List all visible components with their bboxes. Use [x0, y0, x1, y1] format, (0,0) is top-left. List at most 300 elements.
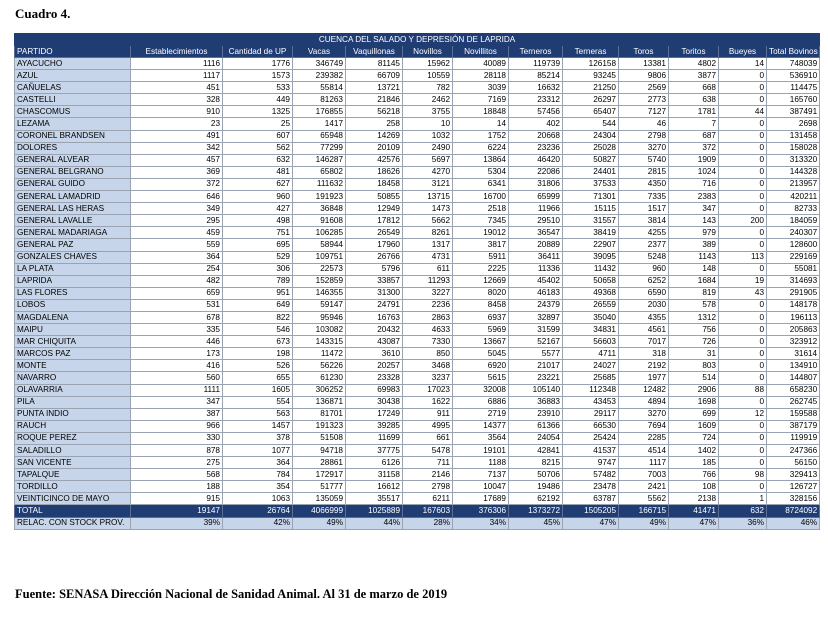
table-cell: 646: [131, 191, 223, 203]
table-cell: 143315: [293, 336, 346, 348]
table-cell: 726: [669, 336, 719, 348]
table-cell: 131458: [767, 130, 820, 142]
table-cell: 185: [669, 457, 719, 469]
table-cell: 36547: [509, 227, 563, 239]
table-cell: 14377: [453, 420, 509, 432]
row-label: TOTAL: [15, 505, 131, 517]
table-cell: 105140: [509, 384, 563, 396]
table-cell: 711: [403, 457, 453, 469]
table-cell: 36411: [509, 251, 563, 263]
table-cell: 103082: [293, 324, 346, 336]
table-cell: 354: [223, 481, 293, 493]
column-header: Vaquillonas: [346, 46, 403, 58]
table-cell: 12669: [453, 275, 509, 287]
table-cell: 25424: [563, 432, 619, 444]
row-label: AYACUCHO: [15, 58, 131, 70]
table-cell: 66709: [346, 70, 403, 82]
table-cell: 262745: [767, 396, 820, 408]
table-cell: 349: [131, 203, 223, 215]
table-cell: 31300: [346, 287, 403, 299]
row-label: CORONEL BRANDSEN: [15, 130, 131, 142]
table-cell: 24791: [346, 299, 403, 311]
table-cell: 8724092: [767, 505, 820, 517]
table-cell: 673: [223, 336, 293, 348]
table-cell: 7330: [403, 336, 453, 348]
table-cell: 152859: [293, 275, 346, 287]
table-cell: 42%: [223, 517, 293, 529]
row-label: DOLORES: [15, 142, 131, 154]
table-cell: 4514: [619, 445, 669, 457]
table-cell: 247366: [767, 445, 820, 457]
table-cell: 9747: [563, 457, 619, 469]
table-cell: 239382: [293, 70, 346, 82]
table-cell: 88: [719, 384, 767, 396]
table-cell: 19486: [509, 481, 563, 493]
table-cell: 12: [719, 408, 767, 420]
table-cell: 3227: [403, 287, 453, 299]
table-cell: 136871: [293, 396, 346, 408]
table-cell: 31599: [509, 324, 563, 336]
table-cell: 35517: [346, 493, 403, 505]
row-label: GENERAL MADARIAGA: [15, 227, 131, 239]
table-cell: 95946: [293, 311, 346, 323]
table-cell: 29117: [563, 408, 619, 420]
table-cell: 143: [669, 215, 719, 227]
table-row: [15, 130, 820, 142]
table-cell: 63787: [563, 493, 619, 505]
table-cell: 0: [719, 94, 767, 106]
table-cell: 114475: [767, 82, 820, 94]
table-cell: 687: [669, 130, 719, 142]
table-row: [15, 251, 820, 263]
table-cell: 1752: [453, 130, 509, 142]
table-cell: 766: [669, 469, 719, 481]
table-cell: 62192: [509, 493, 563, 505]
table-cell: 960: [619, 263, 669, 275]
table-cell: 1111: [131, 384, 223, 396]
table-cell: 200: [719, 215, 767, 227]
table-cell: 15962: [403, 58, 453, 70]
table-cell: 1909: [669, 154, 719, 166]
table-cell: 951: [223, 287, 293, 299]
table-cell: 7345: [453, 215, 509, 227]
table-row: [15, 275, 820, 287]
table-cell: 2192: [619, 360, 669, 372]
table-cell: 14: [719, 58, 767, 70]
table-cell: 17960: [346, 239, 403, 251]
table-cell: 0: [719, 336, 767, 348]
table-cell: 716: [669, 178, 719, 190]
table-cell: 23910: [509, 408, 563, 420]
table-cell: 611: [403, 263, 453, 275]
table-cell: 144807: [767, 372, 820, 384]
table-cell: 0: [719, 299, 767, 311]
table-cell: 4066999: [293, 505, 346, 517]
row-label: GENERAL BELGRANO: [15, 166, 131, 178]
table-cell: 19012: [453, 227, 509, 239]
table-cell: 46183: [509, 287, 563, 299]
table-cell: 803: [669, 360, 719, 372]
column-header: PARTIDO: [15, 46, 131, 58]
table-cell: 93245: [563, 70, 619, 82]
table-cell: 2462: [403, 94, 453, 106]
table-cell: 11699: [346, 432, 403, 444]
table-cell: 17689: [453, 493, 509, 505]
table-cell: 3121: [403, 178, 453, 190]
table-cell: 39%: [131, 517, 223, 529]
column-header: Terneros: [509, 46, 563, 58]
table-cell: 52167: [509, 336, 563, 348]
table-cell: 389: [669, 239, 719, 251]
table-cell: 4802: [669, 58, 719, 70]
table-cell: 2798: [403, 481, 453, 493]
row-label: GENERAL LAMADRID: [15, 191, 131, 203]
table-cell: 6252: [619, 275, 669, 287]
table-row: [15, 239, 820, 251]
table-cell: 20257: [346, 360, 403, 372]
table-cell: 28861: [293, 457, 346, 469]
table-cell: 21250: [563, 82, 619, 94]
table-cell: 1517: [619, 203, 669, 215]
table-cell: 188: [131, 481, 223, 493]
table-cell: 0: [719, 239, 767, 251]
table-cell: 184059: [767, 215, 820, 227]
table-cell: 491: [131, 130, 223, 142]
table-cell: 1457: [223, 420, 293, 432]
table-cell: 1622: [403, 396, 453, 408]
table-cell: 819: [669, 287, 719, 299]
table-cell: 44: [719, 106, 767, 118]
table-cell: 57456: [509, 106, 563, 118]
table-cell: 34831: [563, 324, 619, 336]
table-cell: 30438: [346, 396, 403, 408]
table-cell: 148: [669, 263, 719, 275]
table-cell: 1781: [669, 106, 719, 118]
table-cell: 7003: [619, 469, 669, 481]
table-cell: 85214: [509, 70, 563, 82]
table-cell: 24027: [563, 360, 619, 372]
table-cell: 31158: [346, 469, 403, 481]
table-cell: 661: [403, 432, 453, 444]
table-cell: 9806: [619, 70, 669, 82]
table-row: [15, 360, 820, 372]
table-cell: 19: [719, 275, 767, 287]
table-cell: 2798: [619, 130, 669, 142]
table-cell: 172917: [293, 469, 346, 481]
table-cell: 8215: [509, 457, 563, 469]
table-cell: 1609: [669, 420, 719, 432]
table-cell: 11293: [403, 275, 453, 287]
table-cell: 482: [131, 275, 223, 287]
table-cell: 1698: [669, 396, 719, 408]
table-cell: 724: [669, 432, 719, 444]
table-cell: 158028: [767, 142, 820, 154]
table-row: [15, 469, 820, 481]
table-cell: 3817: [453, 239, 509, 251]
table-cell: 5969: [453, 324, 509, 336]
table-cell: 11472: [293, 348, 346, 360]
table-cell: 2490: [403, 142, 453, 154]
table-cell: 2773: [619, 94, 669, 106]
table-row: [15, 227, 820, 239]
column-header: Novillos: [403, 46, 453, 58]
table-cell: 21017: [509, 360, 563, 372]
table-cell: 13864: [453, 154, 509, 166]
table-cell: 16632: [509, 82, 563, 94]
table-cell: 330: [131, 432, 223, 444]
row-label: GONZALES CHAVES: [15, 251, 131, 263]
table-cell: 18848: [453, 106, 509, 118]
table-cell: 0: [719, 154, 767, 166]
table-cell: 213957: [767, 178, 820, 190]
table-cell: 50855: [346, 191, 403, 203]
table-cell: 1024: [669, 166, 719, 178]
table-cell: 632: [719, 505, 767, 517]
table-cell: 6211: [403, 493, 453, 505]
table-cell: 26559: [563, 299, 619, 311]
table-cell: 17249: [346, 408, 403, 420]
bovine-stock-table: [14, 33, 820, 530]
table-cell: 514: [669, 372, 719, 384]
table-cell: 7335: [619, 191, 669, 203]
table-cell: 915: [131, 493, 223, 505]
row-label: TORDILLO: [15, 481, 131, 493]
table-cell: 51777: [293, 481, 346, 493]
total-row: [15, 505, 820, 517]
table-cell: 4894: [619, 396, 669, 408]
table-cell: 13667: [453, 336, 509, 348]
table-cell: 4731: [403, 251, 453, 263]
table-cell: 0: [719, 166, 767, 178]
table-cell: 2377: [619, 239, 669, 251]
table-cell: 49%: [619, 517, 669, 529]
table-cell: 402: [509, 118, 563, 130]
table-cell: 2569: [619, 82, 669, 94]
table-cell: 106285: [293, 227, 346, 239]
table-cell: 22573: [293, 263, 346, 275]
table-cell: 7017: [619, 336, 669, 348]
table-cell: 36883: [509, 396, 563, 408]
table-cell: 119919: [767, 432, 820, 444]
table-cell: 166715: [619, 505, 669, 517]
table-row: [15, 154, 820, 166]
table-cell: 306: [223, 263, 293, 275]
row-label: PILA: [15, 396, 131, 408]
table-cell: 10559: [403, 70, 453, 82]
table-cell: 56226: [293, 360, 346, 372]
table-cell: 0: [719, 324, 767, 336]
table-cell: 751: [223, 227, 293, 239]
table-cell: 135059: [293, 493, 346, 505]
table-cell: 29510: [509, 215, 563, 227]
table-cell: 5911: [453, 251, 509, 263]
table-cell: 387491: [767, 106, 820, 118]
source-note: Fuente: SENASA Dirección Nacional de Sanidad Animal. Al 31 de marzo de 2019: [15, 587, 448, 601]
table-cell: 111632: [293, 178, 346, 190]
table-cell: 678: [131, 311, 223, 323]
table-cell: 56150: [767, 457, 820, 469]
table-cell: 3564: [453, 432, 509, 444]
table-cell: 23312: [509, 94, 563, 106]
table-cell: 55081: [767, 263, 820, 275]
table-cell: 1117: [131, 70, 223, 82]
table-cell: 20668: [509, 130, 563, 142]
table-cell: 109751: [293, 251, 346, 263]
table-cell: 32008: [453, 384, 509, 396]
table-cell: 638: [669, 94, 719, 106]
table-cell: 69983: [346, 384, 403, 396]
table-cell: 21846: [346, 94, 403, 106]
table-cell: 1188: [453, 457, 509, 469]
row-label: CASTELLI: [15, 94, 131, 106]
row-label: PUNTA INDIO: [15, 408, 131, 420]
table-row: [15, 384, 820, 396]
table-cell: 0: [719, 481, 767, 493]
table-cell: 3610: [346, 348, 403, 360]
table-row: [15, 311, 820, 323]
table-cell: 49368: [563, 287, 619, 299]
table-cell: 387179: [767, 420, 820, 432]
table-cell: 2236: [403, 299, 453, 311]
table-cell: 229169: [767, 251, 820, 263]
table-cell: 2518: [453, 203, 509, 215]
table-cell: 23221: [509, 372, 563, 384]
table-cell: 695: [223, 239, 293, 251]
table-cell: 112348: [563, 384, 619, 396]
table-cell: 748039: [767, 58, 820, 70]
table-cell: 39095: [563, 251, 619, 263]
column-header-row: [15, 46, 820, 58]
table-cell: 5577: [509, 348, 563, 360]
table-cell: 878: [131, 445, 223, 457]
table-cell: 659: [131, 287, 223, 299]
table-cell: 0: [719, 178, 767, 190]
table-row: [15, 70, 820, 82]
table-cell: 782: [403, 82, 453, 94]
table-cell: 44%: [346, 517, 403, 529]
table-cell: 12482: [619, 384, 669, 396]
row-label: GENERAL LAS HERAS: [15, 203, 131, 215]
table-cell: 18626: [346, 166, 403, 178]
table-super-header: CUENCA DEL SALADO Y DEPRESIÓN DE LAPRIDA: [15, 34, 820, 46]
table-cell: 275: [131, 457, 223, 469]
row-label: LOBOS: [15, 299, 131, 311]
table-cell: 34%: [453, 517, 509, 529]
table-cell: 427: [223, 203, 293, 215]
table-cell: 51508: [293, 432, 346, 444]
table-cell: 82733: [767, 203, 820, 215]
table-cell: 3237: [403, 372, 453, 384]
table-cell: 1605: [223, 384, 293, 396]
table-cell: 446: [131, 336, 223, 348]
table-cell: 28118: [453, 70, 509, 82]
table-cell: 205863: [767, 324, 820, 336]
table-cell: 65802: [293, 166, 346, 178]
table-cell: 318: [619, 348, 669, 360]
table-cell: 1063: [223, 493, 293, 505]
table-cell: 7694: [619, 420, 669, 432]
table-cell: 6126: [346, 457, 403, 469]
row-label: LEZAMA: [15, 118, 131, 130]
column-header: Toritos: [669, 46, 719, 58]
table-cell: 61366: [509, 420, 563, 432]
table-cell: 47%: [563, 517, 619, 529]
table-row: [15, 408, 820, 420]
row-label: GENERAL PAZ: [15, 239, 131, 251]
table-cell: 26764: [223, 505, 293, 517]
row-label: OLAVARRIA: [15, 384, 131, 396]
row-label: LAPRIDA: [15, 275, 131, 287]
table-cell: 1117: [619, 457, 669, 469]
table-cell: 240307: [767, 227, 820, 239]
table-cell: 35040: [563, 311, 619, 323]
table-cell: 65948: [293, 130, 346, 142]
table-cell: 24054: [509, 432, 563, 444]
table-cell: 6590: [619, 287, 669, 299]
table-row: [15, 263, 820, 275]
table-cell: 6886: [453, 396, 509, 408]
table-cell: 146355: [293, 287, 346, 299]
table-cell: 0: [719, 203, 767, 215]
table-cell: 56603: [563, 336, 619, 348]
table-cell: 966: [131, 420, 223, 432]
table-cell: 668: [669, 82, 719, 94]
row-label: TAPALQUE: [15, 469, 131, 481]
table-cell: 113: [719, 251, 767, 263]
table-cell: 979: [669, 227, 719, 239]
table-cell: 165760: [767, 94, 820, 106]
table-row: [15, 372, 820, 384]
table-cell: 11336: [509, 263, 563, 275]
table-cell: 11432: [563, 263, 619, 275]
table-cell: 649: [223, 299, 293, 311]
table-caption: Cuadro 4.: [15, 6, 71, 21]
table-cell: 119739: [509, 58, 563, 70]
table-cell: 41471: [669, 505, 719, 517]
table-cell: 198: [223, 348, 293, 360]
table-cell: 4270: [403, 166, 453, 178]
table-cell: 822: [223, 311, 293, 323]
table-cell: 1977: [619, 372, 669, 384]
table-cell: 0: [719, 432, 767, 444]
table-cell: 159588: [767, 408, 820, 420]
table-cell: 148178: [767, 299, 820, 311]
table-cell: 5248: [619, 251, 669, 263]
table-cell: 22086: [509, 166, 563, 178]
table-cell: 416: [131, 360, 223, 372]
table-cell: 627: [223, 178, 293, 190]
row-label: MARCOS PAZ: [15, 348, 131, 360]
table-cell: 5478: [403, 445, 453, 457]
table-cell: 2863: [403, 311, 453, 323]
table-cell: 25: [223, 118, 293, 130]
table-cell: 128600: [767, 239, 820, 251]
table-row: [15, 324, 820, 336]
ratio-row: [15, 517, 820, 529]
table-cell: 94718: [293, 445, 346, 457]
table-cell: 526: [223, 360, 293, 372]
table-cell: 658230: [767, 384, 820, 396]
table-body: [15, 58, 820, 530]
row-label: MAIPU: [15, 324, 131, 336]
table-cell: 8020: [453, 287, 509, 299]
table-row: [15, 420, 820, 432]
table-cell: 24379: [509, 299, 563, 311]
table-cell: 20889: [509, 239, 563, 251]
table-row: [15, 445, 820, 457]
table-cell: 7: [669, 118, 719, 130]
table-cell: 26766: [346, 251, 403, 263]
